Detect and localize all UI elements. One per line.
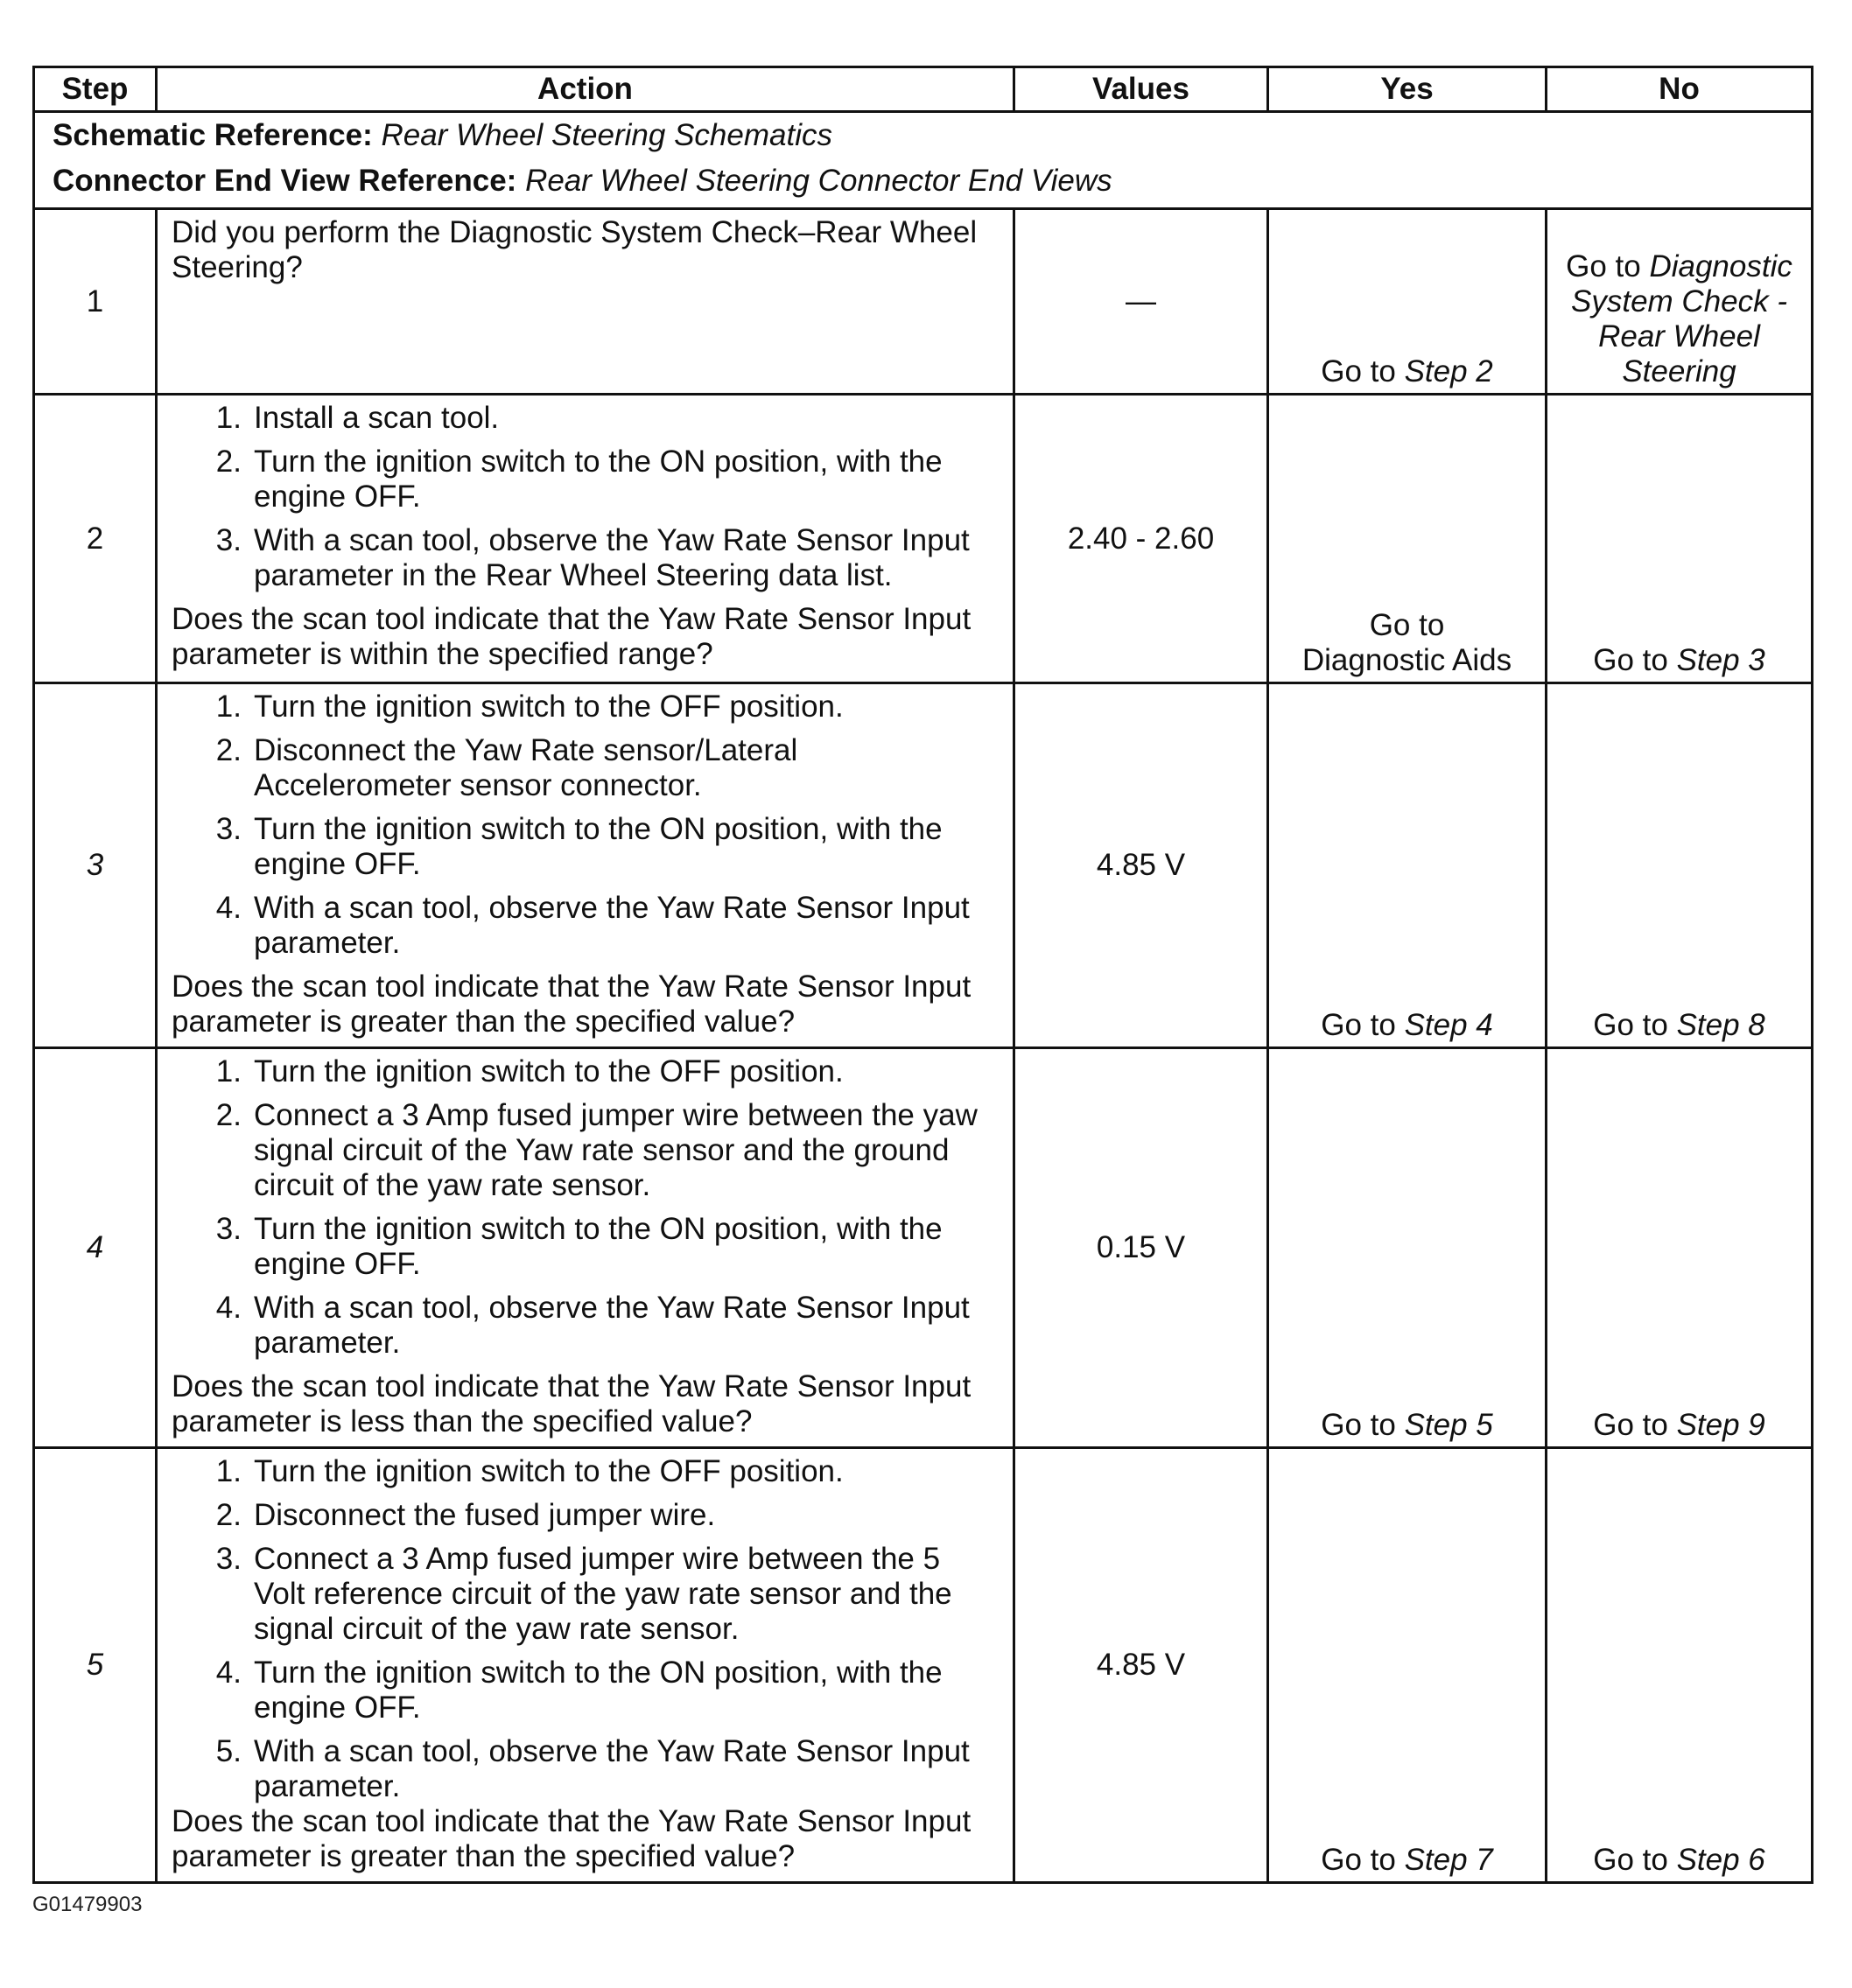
list-item: 3. Connect a 3 Amp fused jumper wire between the 5 Volt reference circuit of the yaw rate sensor and the signal circuit of the yaw rate sensor. xyxy=(215,1542,952,1646)
no-prefix: Go to xyxy=(1593,1408,1668,1442)
no-cell xyxy=(1547,1448,1813,1883)
no-prefix: Go to xyxy=(1566,249,1641,284)
action-cell xyxy=(157,395,1014,683)
schematic-reference-row xyxy=(34,112,1813,159)
yes-cell xyxy=(1268,395,1547,683)
yes-link[interactable]: Step 2 xyxy=(1404,354,1493,388)
schematic-reference-link[interactable]: Rear Wheel Steering Schematics xyxy=(381,118,832,152)
no-cell xyxy=(1547,395,1813,683)
list-item: 2. Disconnect the fused jumper wire. xyxy=(215,1498,716,1532)
value-cell: 4.85 V xyxy=(1014,1448,1268,1883)
action-cell xyxy=(157,209,1014,395)
yes-prefix: Go to xyxy=(1321,1408,1396,1442)
list-item: 1. Turn the ignition switch to the OFF position. xyxy=(215,1454,844,1488)
list-item: 3. With a scan tool, observe the Yaw Rate Sensor Input parameter in the Rear Wheel Steering data list. xyxy=(215,523,970,592)
header-yes: Yes xyxy=(1268,67,1547,112)
instruction-list xyxy=(172,401,997,593)
no-cell xyxy=(1547,209,1813,395)
connector-reference-row xyxy=(34,158,1813,209)
no-cell xyxy=(1547,683,1813,1048)
no-prefix: Go to xyxy=(1593,1008,1668,1042)
no-link[interactable]: Diagnostic System Check - Rear Wheel Steering xyxy=(1571,249,1792,388)
list-item: 2. Disconnect the Yaw Rate sensor/Lateral Accelerometer sensor connector. xyxy=(215,733,798,802)
no-link[interactable]: Step 3 xyxy=(1676,643,1765,677)
yes-link[interactable]: Step 4 xyxy=(1404,1008,1493,1042)
no-link[interactable]: Step 9 xyxy=(1676,1408,1765,1442)
list-item: 4. Turn the ignition switch to the ON position, with the engine OFF. xyxy=(215,1656,943,1725)
action-cell xyxy=(157,1448,1014,1883)
yes-prefix: Go to xyxy=(1369,608,1445,642)
header-no: No xyxy=(1547,67,1813,112)
list-item: 1. Turn the ignition switch to the OFF position. xyxy=(215,1054,844,1088)
step-number: 1 xyxy=(34,209,157,395)
step-question: Did you perform the Diagnostic System Check–Rear Wheel Steering? xyxy=(172,215,978,284)
value-cell: 0.15 V xyxy=(1014,1048,1268,1448)
list-item: 4. With a scan tool, observe the Yaw Rate Sensor Input parameter. xyxy=(215,1291,970,1360)
no-link[interactable]: Step 8 xyxy=(1676,1008,1765,1042)
step-number: 4 xyxy=(34,1048,157,1448)
yes-link[interactable]: Step 7 xyxy=(1404,1843,1493,1877)
yes-cell xyxy=(1268,209,1547,395)
table-row xyxy=(34,1448,1813,1883)
yes-prefix: Go to xyxy=(1321,1008,1396,1042)
header-step: Step xyxy=(34,67,157,112)
list-item: 3. Turn the ignition switch to the ON position, with the engine OFF. xyxy=(215,1212,943,1281)
step-question: Does the scan tool indicate that the Yaw Rate Sensor Input parameter is greater than the specified value? xyxy=(172,970,972,1039)
yes-prefix: Go to xyxy=(1321,354,1396,388)
figure-id: G01479903 xyxy=(32,1893,143,1916)
list-item: 2. Turn the ignition switch to the ON position, with the engine OFF. xyxy=(215,444,943,514)
yes-prefix: Go to xyxy=(1321,1843,1396,1877)
step-number: 2 xyxy=(34,395,157,683)
value-cell: 4.85 V xyxy=(1014,683,1268,1048)
instruction-list xyxy=(172,1054,997,1361)
header-values: Values xyxy=(1014,67,1268,112)
step-question: Does the scan tool indicate that the Yaw Rate Sensor Input parameter is less than the specified value? xyxy=(172,1369,972,1438)
table-row xyxy=(34,1048,1813,1448)
instruction-list xyxy=(172,690,997,961)
yes-link[interactable]: Step 5 xyxy=(1404,1408,1493,1442)
list-item: 3. Turn the ignition switch to the ON position, with the engine OFF. xyxy=(215,812,943,881)
no-prefix: Go to xyxy=(1593,643,1668,677)
yes-link[interactable]: Diagnostic Aids xyxy=(1301,643,1512,677)
instruction-list xyxy=(172,1454,997,1804)
yes-cell xyxy=(1268,1448,1547,1883)
diagnostic-table xyxy=(32,66,1813,1884)
list-item: 2. Connect a 3 Amp fused jumper wire between the yaw signal circuit of the Yaw rate sensor and the ground circuit of the yaw rate sensor. xyxy=(215,1098,978,1202)
step-question: Does the scan tool indicate that the Yaw Rate Sensor Input parameter is within the specified range? xyxy=(172,602,972,671)
table-row xyxy=(34,209,1813,395)
schematic-reference-label: Schematic Reference: xyxy=(53,118,373,152)
connector-reference-label: Connector End View Reference: xyxy=(53,164,517,198)
value-cell: — xyxy=(1014,209,1268,395)
table-row xyxy=(34,683,1813,1048)
no-prefix: Go to xyxy=(1593,1843,1668,1877)
header-row xyxy=(34,67,1813,112)
step-number: 5 xyxy=(34,1448,157,1883)
header-action: Action xyxy=(157,67,1014,112)
list-item: 5. With a scan tool, observe the Yaw Rate Sensor Input parameter. xyxy=(215,1734,970,1803)
no-link[interactable]: Step 6 xyxy=(1676,1843,1765,1877)
step-number: 3 xyxy=(34,683,157,1048)
connector-reference-link[interactable]: Rear Wheel Steering Connector End Views xyxy=(525,164,1112,198)
list-item: 1. Install a scan tool. xyxy=(215,401,500,435)
yes-cell xyxy=(1268,1048,1547,1448)
table-row xyxy=(34,395,1813,683)
value-cell: 2.40 - 2.60 xyxy=(1014,395,1268,683)
action-cell xyxy=(157,1048,1014,1448)
list-item: 4. With a scan tool, observe the Yaw Rate Sensor Input parameter. xyxy=(215,891,970,960)
yes-cell xyxy=(1268,683,1547,1048)
no-cell xyxy=(1547,1048,1813,1448)
action-cell xyxy=(157,683,1014,1048)
step-question: Does the scan tool indicate that the Yaw Rate Sensor Input parameter is greater than the specified value? xyxy=(172,1804,972,1873)
list-item: 1. Turn the ignition switch to the OFF position. xyxy=(215,690,844,724)
